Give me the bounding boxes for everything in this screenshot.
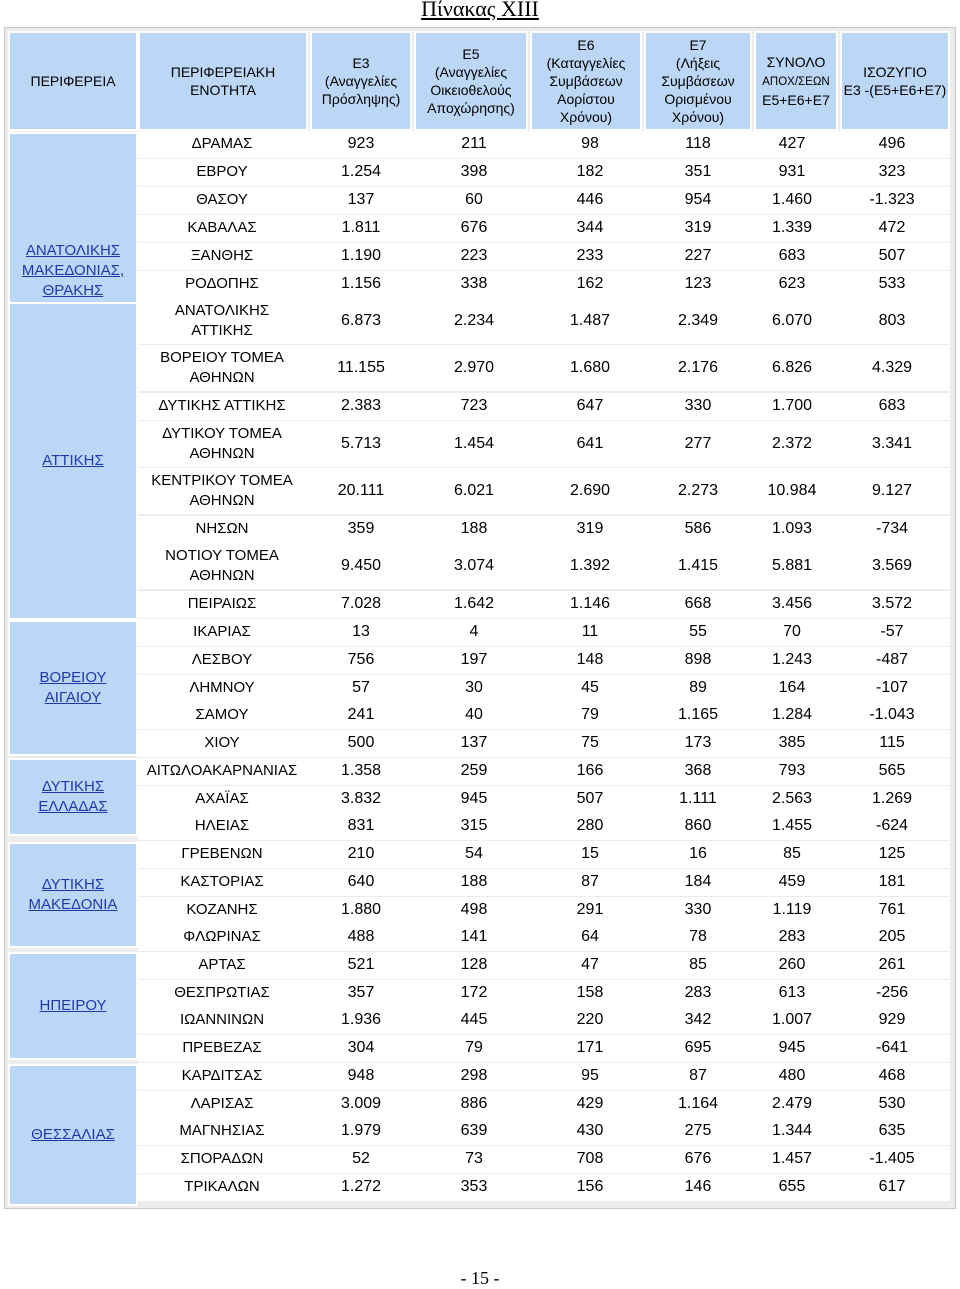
table-row [138, 1063, 950, 1090]
cell-total: 1.093 [771, 520, 813, 537]
cell-unit-name: ΠΕΙΡΑΙΩΣ [187, 595, 257, 612]
cell-e7: 89 [689, 679, 707, 696]
cell-e7: 2.349 [677, 312, 719, 329]
table-row [138, 591, 950, 618]
table-row [138, 543, 950, 589]
cell-e5: 639 [460, 1122, 488, 1139]
table-row [138, 345, 950, 391]
cell-balance: 3.569 [871, 557, 913, 574]
cell-unit-name: ΘΑΣΟΥ [196, 191, 248, 208]
cell-unit-name: ΝΟΤΙΟΥ ΤΟΜΕΑ ΑΘΗΝΩΝ [165, 547, 279, 584]
table-row [138, 1146, 950, 1173]
cell-total: 1.007 [771, 1011, 813, 1028]
cell-e5: 128 [460, 956, 488, 973]
cell-total: 655 [778, 1178, 806, 1195]
cell-e6: 220 [576, 1011, 604, 1028]
cell-unit-name: ΜΑΓΝΗΣΙΑΣ [179, 1122, 265, 1139]
cell-unit-name: ΣΑΜΟΥ [195, 706, 249, 723]
cell-balance: 323 [878, 163, 906, 180]
cell-e5: 338 [460, 275, 488, 292]
cell-total: 164 [778, 679, 806, 696]
cell-e3: 137 [347, 191, 375, 208]
table-row [138, 952, 950, 979]
cell-unit-name: ΑΝΑΤΟΛΙΚΗΣ ΑΤΤΙΚΗΣ [174, 302, 270, 339]
cell-total: 459 [778, 873, 806, 890]
cell-e3: 521 [347, 956, 375, 973]
cell-total: 613 [778, 984, 806, 1001]
cell-e5: 298 [460, 1067, 488, 1084]
cell-total: 1.700 [771, 397, 813, 414]
cell-total: 6.070 [771, 312, 813, 329]
cell-e5: 315 [460, 817, 488, 834]
cell-e3: 640 [347, 873, 375, 890]
cell-e5: 945 [460, 790, 488, 807]
cell-balance: 1.269 [871, 790, 913, 807]
table-row [138, 869, 950, 896]
cell-e6: 1.392 [569, 557, 611, 574]
cell-e3: 1.254 [340, 163, 382, 180]
cell-e7: 676 [684, 1150, 712, 1167]
table-row [138, 1118, 950, 1145]
cell-e7: 898 [684, 651, 712, 668]
cell-e3: 357 [347, 984, 375, 1001]
cell-e7: 695 [684, 1039, 712, 1056]
cell-unit-name: ΕΒΡΟΥ [196, 163, 248, 180]
cell-e6: 148 [576, 651, 604, 668]
cell-e6: 47 [581, 956, 599, 973]
cell-e7: 1.111 [679, 790, 717, 807]
cell-e6: 11 [581, 623, 599, 640]
cell-total: 683 [778, 247, 806, 264]
cell-e6: 15 [581, 845, 599, 862]
cell-e3: 1.358 [340, 762, 382, 779]
table-row [138, 786, 950, 813]
cell-e7: 954 [684, 191, 712, 208]
cell-e6: 280 [576, 817, 604, 834]
cell-e7: 78 [689, 928, 707, 945]
cell-e5: 2.234 [453, 312, 495, 329]
cell-unit-name: ΔΥΤΙΚΗΣ ΑΤΤΙΚΗΣ [158, 397, 286, 414]
header-balance: ΙΣΟΖΥΓΙΟ E3 -(E5+E6+E7) [840, 31, 950, 131]
region-dytikis-elladas: ΔΥΤΙΚΗΣ ΕΛΛΑΔΑΣ [8, 758, 138, 836]
cell-unit-name: ΛΗΜΝΟΥ [189, 679, 255, 696]
cell-e5: 498 [460, 901, 488, 918]
header-region: ΠΕΡΙΦΕΡΕΙΑ [8, 31, 138, 131]
cell-e3: 11.155 [337, 359, 385, 376]
cell-e5: 1.642 [453, 595, 495, 612]
cell-total: 2.479 [771, 1095, 813, 1112]
table-row [138, 159, 950, 186]
cell-e5: 211 [461, 135, 487, 152]
cell-e3: 241 [347, 706, 375, 723]
cell-e3: 5.713 [340, 435, 382, 452]
cell-e5: 73 [465, 1150, 483, 1167]
cell-balance: 261 [878, 956, 906, 973]
table-row [138, 980, 950, 1007]
cell-unit-name: ΛΕΣΒΟΥ [191, 651, 253, 668]
cell-total: 2.563 [771, 790, 813, 807]
cell-total: 1.243 [771, 651, 813, 668]
cell-unit-name: ΚΟΖΑΝΗΣ [186, 901, 258, 918]
cell-e7: 342 [684, 1011, 712, 1028]
cell-e6: 1.487 [569, 312, 611, 329]
cell-balance: 683 [878, 397, 906, 414]
cell-e5: 723 [460, 397, 488, 414]
cell-e6: 182 [576, 163, 604, 180]
cell-e3: 948 [347, 1067, 375, 1084]
cell-e3: 57 [352, 679, 370, 696]
table-row [138, 1091, 950, 1118]
cell-e5: 2.970 [453, 359, 495, 376]
header-e6: E6 (Καταγγελίες Συμβάσεων Αορίστου Χρόνου) [530, 31, 642, 131]
cell-e6: 507 [576, 790, 604, 807]
cell-balance: 125 [878, 845, 906, 862]
cell-e7: 146 [684, 1178, 712, 1195]
cell-unit-name: ΦΛΩΡΙΝΑΣ [183, 928, 261, 945]
cell-e3: 304 [347, 1039, 375, 1056]
cell-e7: 1.164 [677, 1095, 719, 1112]
cell-e7: 123 [684, 275, 712, 292]
cell-e5: 197 [460, 651, 488, 668]
cell-total: 385 [778, 734, 806, 751]
cell-unit-name: ΣΠΟΡΑΔΩΝ [180, 1150, 264, 1167]
cell-e6: 166 [576, 762, 604, 779]
cell-balance: 929 [878, 1011, 906, 1028]
cell-unit-name: ΙΩΑΝΝΙΝΩΝ [179, 1011, 265, 1028]
cell-balance: 496 [878, 135, 906, 152]
cell-balance: -734 [875, 520, 909, 537]
cell-e3: 52 [352, 1150, 370, 1167]
cell-total: 1.119 [772, 901, 812, 918]
cell-e6: 45 [581, 679, 599, 696]
cell-total: 931 [778, 163, 806, 180]
cell-e7: 1.415 [677, 557, 719, 574]
cell-unit-name: ΠΡΕΒΕΖΑΣ [182, 1039, 262, 1056]
cell-e5: 188 [460, 520, 488, 537]
cell-total: 945 [778, 1039, 806, 1056]
cell-balance: -624 [875, 817, 909, 834]
cell-e7: 85 [689, 956, 707, 973]
cell-e7: 118 [685, 135, 711, 152]
header-e7: E7 (Λήξεις Συμβάσεων Ορισμένου Χρόνου) [644, 31, 752, 131]
cell-e7: 87 [689, 1067, 707, 1084]
cell-balance: 803 [878, 312, 906, 329]
cell-e5: 141 [460, 928, 488, 945]
cell-e5: 223 [460, 247, 488, 264]
cell-e5: 1.454 [453, 435, 495, 452]
cell-unit-name: ΙΚΑΡΙΑΣ [193, 623, 251, 640]
cell-e6: 647 [576, 397, 604, 414]
region-thessalias: ΘΕΣΣΑΛΙΑΣ [8, 1064, 138, 1206]
cell-e7: 173 [684, 734, 712, 751]
page-title: Πίνακας XIII [421, 0, 539, 21]
cell-e6: 98 [581, 135, 599, 152]
cell-balance: -641 [875, 1039, 909, 1056]
cell-e6: 156 [576, 1178, 604, 1195]
cell-total: 1.455 [771, 817, 813, 834]
cell-e3: 6.873 [340, 312, 382, 329]
cell-balance: 205 [878, 928, 906, 945]
cell-total: 10.984 [767, 482, 817, 499]
cell-total: 5.881 [771, 557, 813, 574]
cell-total: 427 [778, 135, 806, 152]
cell-unit-name: ΓΡΕΒΕΝΩΝ [181, 845, 263, 862]
cell-balance: 635 [878, 1122, 906, 1139]
cell-e3: 831 [347, 817, 375, 834]
table-row [138, 421, 950, 467]
cell-e3: 9.450 [340, 557, 382, 574]
cell-balance: 761 [878, 901, 906, 918]
table-row [138, 131, 950, 158]
table-row [138, 1174, 950, 1201]
table-row [138, 298, 950, 344]
cell-balance: 565 [878, 762, 906, 779]
cell-e3: 1.156 [340, 275, 382, 292]
table-row [138, 647, 950, 674]
cell-e7: 55 [689, 623, 707, 640]
cell-e5: 6.021 [453, 482, 495, 499]
cell-e7: 351 [684, 163, 712, 180]
cell-unit-name: ΚΑΡΔΙΤΣΑΣ [181, 1067, 263, 1084]
cell-e6: 291 [576, 901, 604, 918]
cell-balance: 3.572 [871, 595, 913, 612]
cell-e3: 210 [347, 845, 375, 862]
cell-e6: 233 [576, 247, 604, 264]
cell-balance: 181 [878, 873, 906, 890]
cell-e5: 353 [460, 1178, 488, 1195]
cell-e5: 40 [465, 706, 483, 723]
cell-e3: 2.383 [340, 397, 382, 414]
cell-e5: 30 [465, 679, 483, 696]
cell-e7: 2.273 [677, 482, 719, 499]
cell-total: 793 [778, 762, 806, 779]
cell-unit-name: ΔΡΑΜΑΣ [191, 135, 253, 152]
cell-e3: 7.028 [340, 595, 382, 612]
cell-unit-name: ΤΡΙΚΑΛΩΝ [184, 1178, 260, 1195]
cell-e7: 860 [684, 817, 712, 834]
cell-balance: -1.043 [869, 706, 915, 723]
cell-e7: 586 [684, 520, 712, 537]
table-row [138, 813, 950, 840]
cell-e7: 277 [684, 435, 712, 452]
cell-unit-name: ΒΟΡΕΙΟΥ ΤΟΜΕΑ ΑΘΗΝΩΝ [160, 349, 284, 386]
cell-balance: -1.323 [869, 191, 915, 208]
cell-total: 283 [778, 928, 806, 945]
region-voreiou-aigaiou: ΒΟΡΕΙΟΥ ΑΙΓΑΙΟΥ [8, 620, 138, 756]
header-unit: ΠΕΡΙΦΕΡΕΙΑΚΗ ΕΝΟΤΗΤΑ [138, 31, 308, 131]
cell-e7: 330 [684, 397, 712, 414]
region-dytikis-makedonias: ΔΥΤΙΚΗΣ ΜΑΚΕΔΟΝΙΑ [8, 842, 138, 948]
cell-e7: 668 [684, 595, 712, 612]
cell-e6: 95 [581, 1067, 599, 1084]
region-attikis: ΑΤΤΙΚΗΣ [8, 302, 138, 620]
table-row [138, 841, 950, 868]
cell-unit-name: ΗΛΕΙΑΣ [194, 817, 250, 834]
cell-balance: -256 [875, 984, 909, 1001]
cell-balance: 3.341 [871, 435, 913, 452]
cell-e6: 64 [581, 928, 599, 945]
cell-balance: 468 [878, 1067, 906, 1084]
cell-e6: 87 [581, 873, 599, 890]
cell-e3: 500 [347, 734, 375, 751]
cell-balance: -487 [875, 651, 909, 668]
cell-e3: 756 [347, 651, 375, 668]
cell-unit-name: ΑΙΤΩΛΟΑΚΑΡΝΑΝΙΑΣ [146, 762, 298, 779]
cell-e3: 1.811 [341, 219, 381, 236]
table-row [138, 187, 950, 214]
cell-total: 1.460 [771, 191, 813, 208]
cell-balance: 533 [878, 275, 906, 292]
cell-unit-name: ΚΑΣΤΟΡΙΑΣ [180, 873, 264, 890]
cell-unit-name: ΡΟΔΟΠΗΣ [185, 275, 259, 292]
cell-total: 623 [778, 275, 806, 292]
cell-e3: 1.936 [340, 1011, 382, 1028]
table-row [138, 897, 950, 924]
cell-e7: 227 [684, 247, 712, 264]
table-row [138, 468, 950, 514]
cell-e6: 430 [576, 1122, 604, 1139]
cell-e7: 1.165 [677, 706, 719, 723]
cell-e7: 184 [684, 873, 712, 890]
cell-unit-name: ΞΑΝΘΗΣ [190, 247, 254, 264]
cell-unit-name: ΔΥΤΙΚΟΥ ΤΟΜΕΑ ΑΘΗΝΩΝ [162, 425, 282, 462]
cell-e6: 1.146 [569, 595, 611, 612]
table-row [138, 215, 950, 242]
cell-total: 1.344 [771, 1122, 813, 1139]
cell-e5: 79 [465, 1039, 483, 1056]
cell-e6: 708 [576, 1150, 604, 1167]
table-row [138, 1035, 950, 1062]
cell-e5: 188 [460, 873, 488, 890]
cell-unit-name: ΑΧΑΪΑΣ [195, 790, 249, 807]
cell-total: 260 [778, 956, 806, 973]
table-row [138, 271, 950, 298]
cell-e5: 60 [465, 191, 483, 208]
cell-e5: 3.074 [453, 557, 495, 574]
region-ipeirou: ΗΠΕΙΡΟΥ [8, 952, 138, 1060]
cell-e3: 1.190 [340, 247, 382, 264]
cell-e3: 359 [347, 520, 375, 537]
cell-e5: 676 [460, 219, 488, 236]
region-anatolikis-makedonias-thrakis: ΑΝΑΤΟΛΙΚΗΣ ΜΑΚΕΔΟΝΙΑΣ, ΘΡΑΚΗΣ [8, 132, 138, 410]
cell-balance: 507 [878, 247, 906, 264]
cell-e6: 162 [576, 275, 604, 292]
cell-e6: 446 [576, 191, 604, 208]
table-row [138, 393, 950, 420]
cell-e7: 2.176 [677, 359, 719, 376]
table-row [138, 675, 950, 702]
table-row [138, 1007, 950, 1034]
header-e5: E5 (Αναγγελίες Οικειοθελούς Αποχώρησης) [414, 31, 528, 131]
cell-e3: 3.009 [340, 1095, 382, 1112]
cell-e6: 429 [576, 1095, 604, 1112]
cell-total: 3.456 [771, 595, 813, 612]
cell-e6: 158 [576, 984, 604, 1001]
cell-e7: 319 [684, 219, 712, 236]
table-row [138, 702, 950, 729]
cell-balance: 9.127 [871, 482, 913, 499]
cell-unit-name: ΝΗΣΩΝ [195, 520, 249, 537]
cell-e5: 54 [465, 845, 483, 862]
cell-e3: 20.111 [337, 482, 385, 499]
cell-balance: 472 [878, 219, 906, 236]
cell-e6: 2.690 [569, 482, 611, 499]
cell-total: 6.826 [771, 359, 813, 376]
cell-balance: -1.405 [869, 1150, 915, 1167]
cell-e7: 283 [684, 984, 712, 1001]
cell-total: 480 [778, 1067, 806, 1084]
cell-balance: -57 [880, 623, 904, 640]
cell-total: 1.457 [771, 1150, 813, 1167]
cell-e3: 923 [347, 135, 375, 152]
table-row [138, 243, 950, 270]
cell-e7: 368 [684, 762, 712, 779]
cell-unit-name: ΛΑΡΙΣΑΣ [190, 1095, 254, 1112]
cell-e6: 79 [581, 706, 599, 723]
cell-e6: 641 [576, 435, 604, 452]
cell-e5: 259 [460, 762, 488, 779]
cell-e3: 13 [352, 623, 370, 640]
cell-unit-name: ΘΕΣΠΡΩΤΙΑΣ [174, 984, 270, 1001]
cell-unit-name: ΧΙΟΥ [204, 734, 240, 751]
cell-e3: 1.272 [340, 1178, 382, 1195]
table-row [138, 730, 950, 757]
cell-balance: 617 [878, 1178, 906, 1195]
cell-balance: 115 [879, 734, 905, 751]
cell-total: 1.339 [771, 219, 813, 236]
cell-e6: 75 [581, 734, 599, 751]
cell-total: 1.284 [771, 706, 813, 723]
cell-total: 2.372 [771, 435, 813, 452]
cell-e7: 16 [689, 845, 707, 862]
cell-e5: 886 [460, 1095, 488, 1112]
table-row [138, 619, 950, 646]
cell-e6: 344 [576, 219, 604, 236]
table-row [138, 924, 950, 951]
cell-e3: 488 [347, 928, 375, 945]
cell-total: 85 [783, 845, 801, 862]
cell-balance: 530 [878, 1095, 906, 1112]
cell-balance: 4.329 [871, 359, 913, 376]
cell-e7: 275 [684, 1122, 712, 1139]
cell-e6: 1.680 [569, 359, 611, 376]
cell-e6: 319 [576, 520, 604, 537]
cell-e5: 398 [460, 163, 488, 180]
cell-unit-name: ΚΑΒΑΛΑΣ [187, 219, 257, 236]
cell-total: 70 [783, 623, 801, 640]
cell-e6: 171 [576, 1039, 604, 1056]
page-number: - 15 - [460, 1268, 500, 1288]
cell-e3: 1.880 [340, 901, 382, 918]
cell-e5: 445 [460, 1011, 488, 1028]
cell-e3: 1.979 [340, 1122, 382, 1139]
cell-balance: -107 [875, 679, 909, 696]
header-total: ΣΥΝΟΛΟ ΑΠΟΧ/ΣΕΩΝ E5+E6+E7 [754, 31, 838, 131]
table-row [138, 516, 950, 543]
cell-unit-name: ΑΡΤΑΣ [198, 956, 246, 973]
table-row [138, 758, 950, 785]
cell-unit-name: ΚΕΝΤΡΙΚΟΥ ΤΟΜΕΑ ΑΘΗΝΩΝ [151, 472, 293, 509]
cell-e5: 137 [460, 734, 488, 751]
cell-e5: 172 [460, 984, 488, 1001]
header-e3: E3 (Αναγγελίες Πρόσληψης) [310, 31, 412, 131]
cell-e3: 3.832 [340, 790, 382, 807]
cell-e5: 4 [469, 623, 479, 640]
cell-e7: 330 [684, 901, 712, 918]
